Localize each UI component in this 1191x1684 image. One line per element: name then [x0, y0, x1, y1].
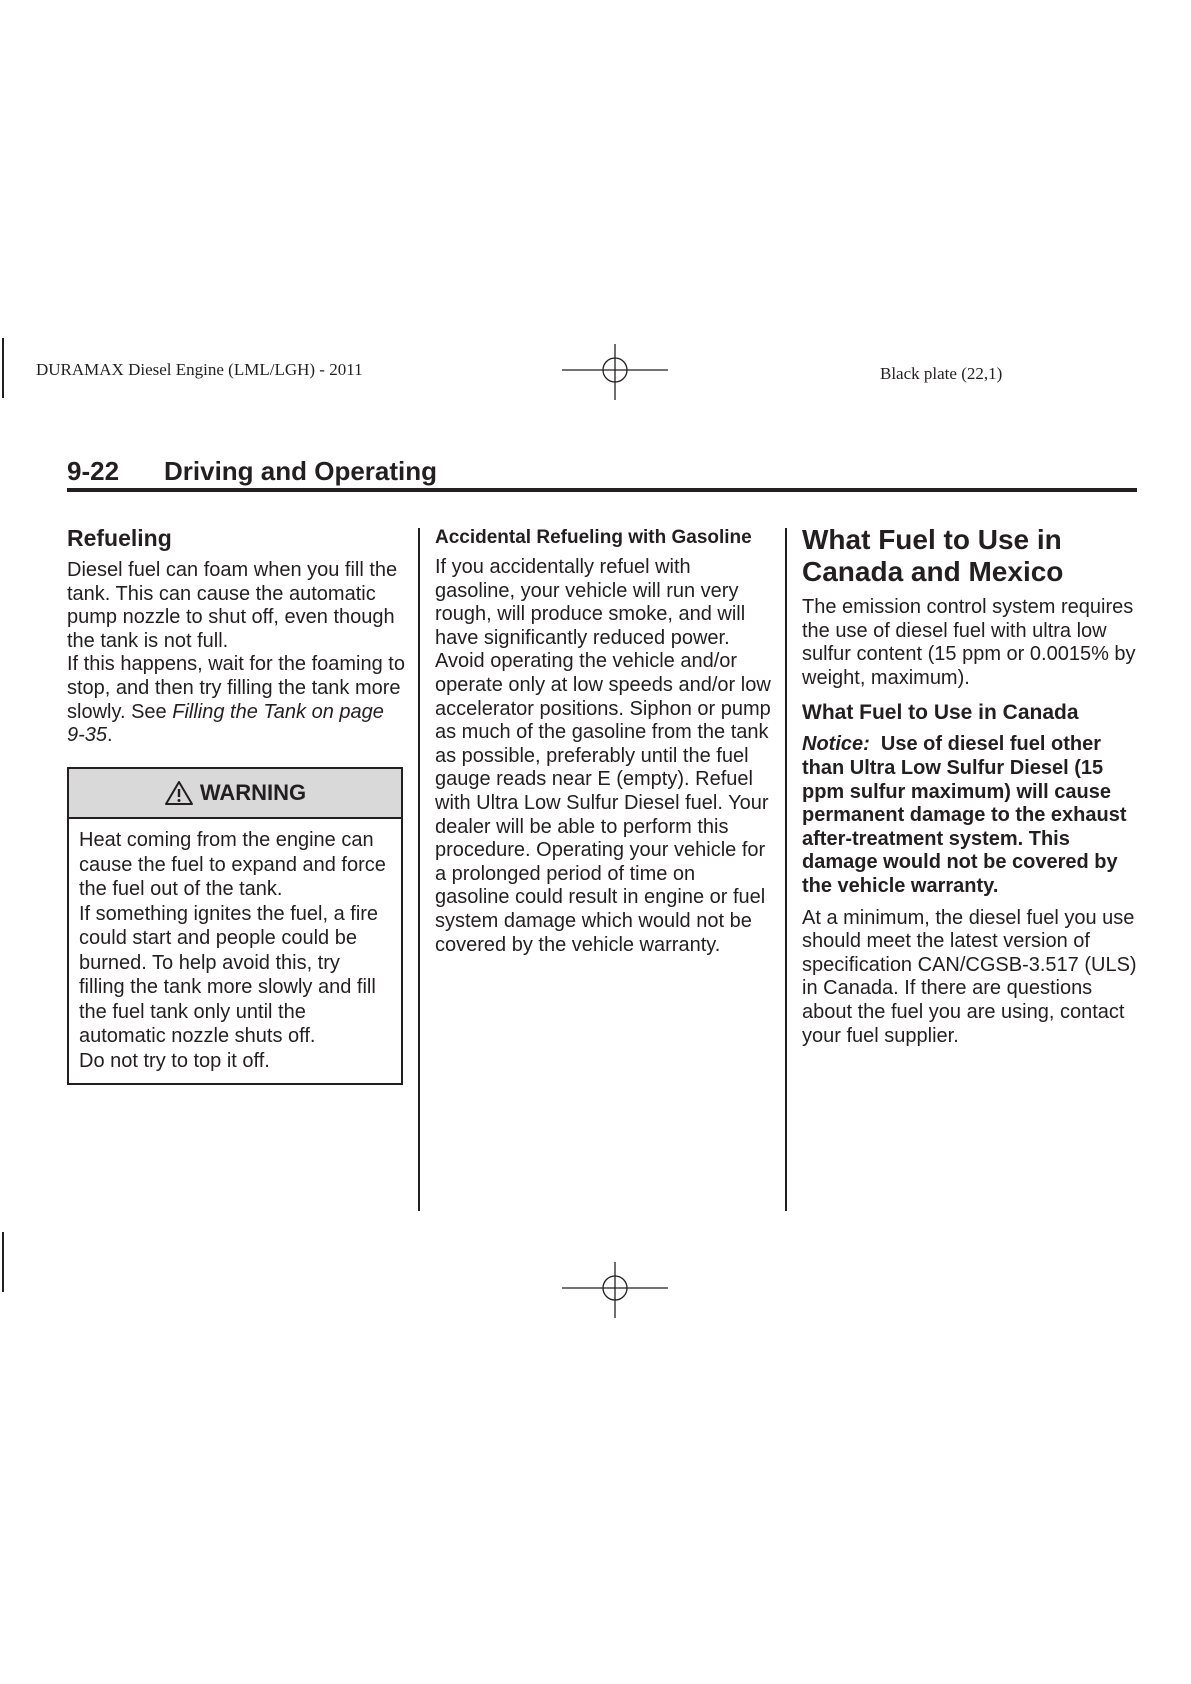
section-title: Driving and Operating — [164, 456, 438, 486]
refueling-para-1: Diesel fuel can foam when you fill the tank. This can cause the automatic pump nozzle to shut off, even though the tank is not full. — [67, 559, 398, 652]
refueling-heading: Refueling — [67, 525, 172, 551]
emission-para: The emission control system requires the use of diesel fuel with ultra low sulfur content (15 ppm or 0.0015% by weight, maximum). — [802, 596, 1136, 689]
warning-para-2: If something ignites the fuel, a fire could start and people could be burned. To help avoid this, try filling the tank more slowly and fill the fuel tank only until the automatic nozzle shuts off. — [79, 902, 379, 1047]
warning-box — [67, 767, 403, 1085]
column-3 — [802, 524, 1137, 1048]
filling-tank-reference-link[interactable]: Filling the Tank on page 9-35 — [67, 700, 384, 747]
plate-left-text: DURAMAX Diesel Engine (LML/LGH) - 2011 — [36, 360, 363, 379]
accidental-refueling-heading: Accidental Refueling with Gasoline — [435, 527, 752, 548]
refueling-para-2-end: . — [107, 724, 113, 747]
column-divider-1 — [418, 528, 420, 1211]
column-1 — [67, 524, 407, 748]
canada-mexico-heading: What Fuel to Use in Canada and Mexico — [802, 524, 1064, 587]
warning-body — [69, 819, 401, 1073]
canada-subheading: What Fuel to Use in Canada — [802, 701, 1079, 725]
crop-mark-top-left — [2, 338, 4, 398]
warning-title: WARNING — [199, 780, 307, 805]
minimum-spec-para: At a minimum, the diesel fuel you use should meet the latest version of specification CAN/CGSB-3.517 (ULS) in Canada. If there are questions about the fuel you are using, contact your fuel supplier. — [802, 906, 1137, 1047]
header-rule — [67, 488, 1137, 492]
warning-header — [69, 769, 401, 819]
warning-para-3: Do not try to top it off. — [79, 1049, 270, 1072]
page-number: 9-22 — [67, 456, 120, 486]
page-header — [67, 456, 437, 487]
notice-label: Notice: — [802, 733, 870, 756]
refueling-para-2-text: If this happens, wait for the foaming to stop, and then try filling the tank more slowly. See — [67, 653, 405, 723]
notice-para — [802, 733, 1137, 898]
crop-mark-bottom-left — [2, 1232, 4, 1292]
column-divider-2 — [785, 528, 787, 1211]
registration-mark-top — [562, 344, 668, 400]
column-2 — [435, 526, 775, 957]
warning-triangle-icon — [164, 780, 194, 806]
registration-mark-bottom — [562, 1262, 668, 1318]
plate-right-text: Black plate (22,1) — [880, 364, 1003, 383]
notice-text: Use of diesel fuel other than Ultra Low Sulfur Diesel (15 ppm sulfur maximum) will cause permanent damage to the exhaust after-treatment system. This damage would not be covered by the vehicle warranty. — [802, 733, 1127, 897]
accidental-refueling-para: If you accidentally refuel with gasoline, your vehicle will run very rough, will produce smoke, and will have significantly reduced power. Avoid operating the vehicle and/or operate only at low speeds and/or low accelerator positions. Siphon or pump as much of the gasoline from the tank as possible, preferably until the fuel gauge reads near E (empty). Refuel with Ultra Low Sulfur Diesel fuel. Your dealer will be able to perform this procedure. Operating your vehicle for a prolonged period of time on gasoline could result in engine or fuel system damage which would not be covered by the vehicle warranty. — [435, 556, 771, 956]
warning-para-1: Heat coming from the engine can cause the fuel to expand and force the fuel out of the tank. — [79, 829, 386, 900]
refueling-para-2 — [67, 653, 407, 747]
